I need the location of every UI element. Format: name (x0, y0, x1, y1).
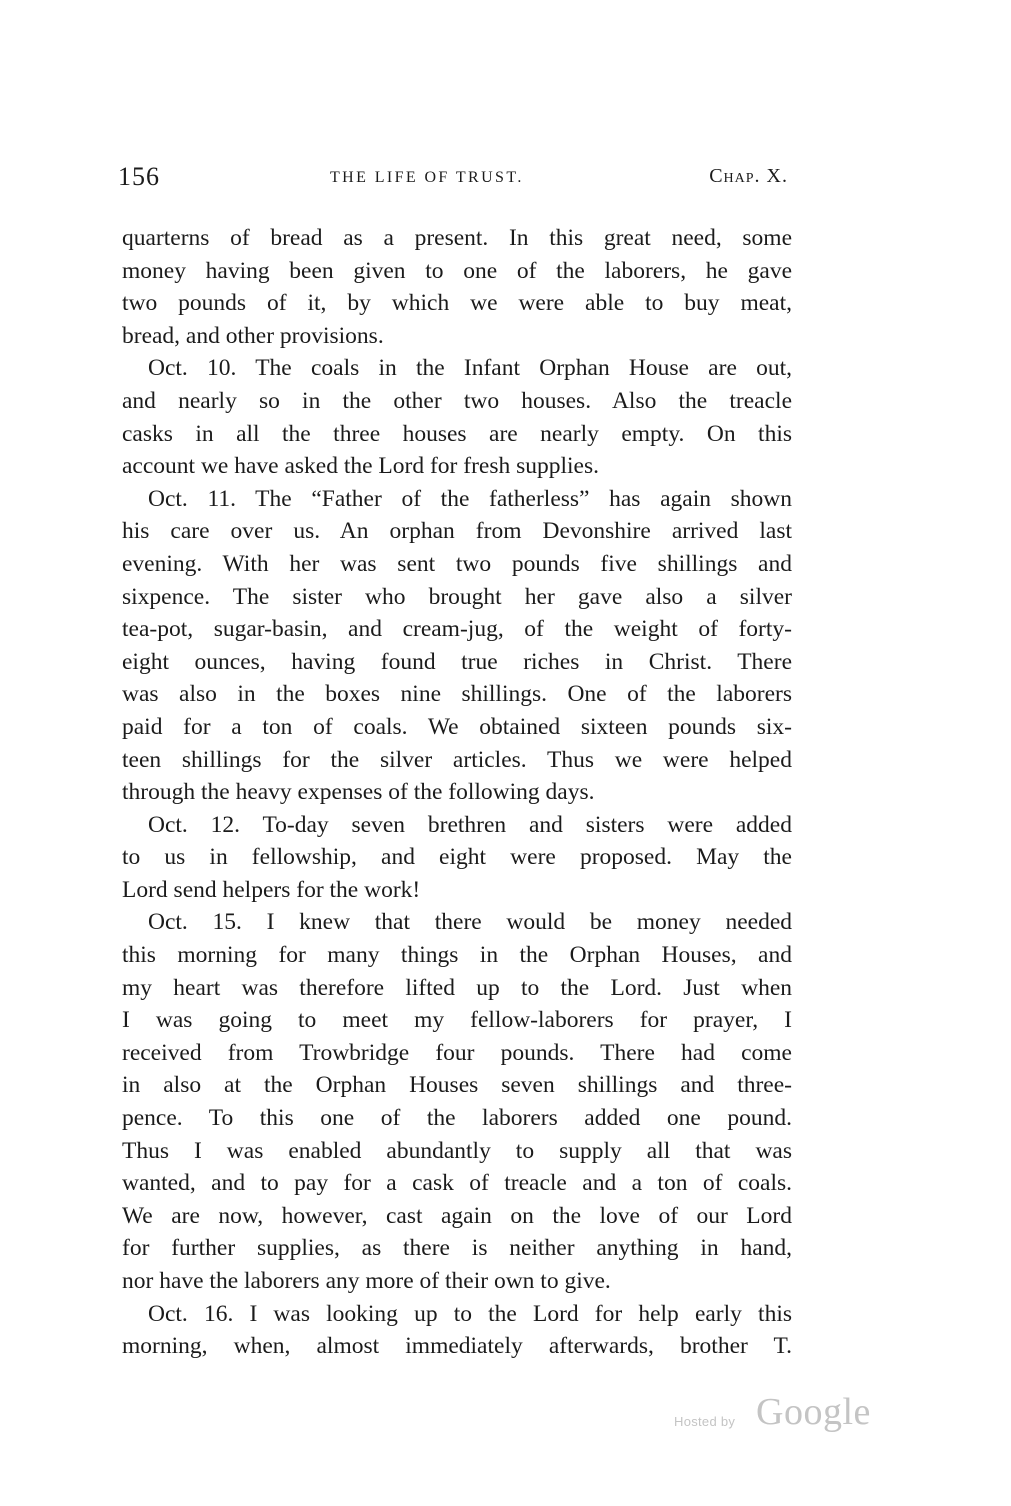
google-logo: Google (756, 1391, 871, 1433)
text-line: tea-pot, sugar-basin, and cream-jug, of the weight of forty- (122, 616, 792, 643)
text-line: nor have the laborers any more of their own to give. (122, 1268, 611, 1294)
text-line: pence. To this one of the laborers added one pound. (122, 1105, 792, 1132)
text-line: Thus I was enabled abundantly to supply all that was (122, 1137, 792, 1164)
text-line: Oct. 16. I was looking up to the Lord for help early this (148, 1300, 792, 1327)
text-line: quarterns of bread as a present. In this great need, some (122, 225, 792, 251)
text-line: evening. With her was sent two pounds five shillings and (122, 550, 792, 577)
hosted-by-google-watermark (674, 1390, 884, 1440)
chapter-label: Chap. X. (709, 165, 788, 187)
text-line: money having been given to one of the laborers, he gave (122, 257, 792, 284)
text-line: wanted, and to pay for a cask of treacle and a ton of coals. (122, 1170, 792, 1197)
text-line: and nearly so in the other two houses. Also the treacle (122, 387, 792, 414)
text-line: this morning for many things in the Orphan Houses, and (122, 942, 792, 969)
text-line: account we have asked the Lord for fresh supplies. (122, 453, 600, 480)
text-line: We are now, however, cast again on the love of our Lord (122, 1202, 792, 1229)
book-title: THE LIFE OF TRUST. (330, 169, 524, 186)
running-head (118, 162, 788, 196)
text-line: through the heavy expenses of the following days. (122, 779, 595, 806)
text-line: in also at the Orphan Houses seven shillings and three- (122, 1072, 792, 1099)
text-line: my heart was therefore lifted up to the Lord. Just when (122, 974, 792, 1001)
text-line: Oct. 12. To-day seven brethren and sisters were added (148, 811, 792, 838)
text-line: received from Trowbridge four pounds. There had come (122, 1039, 792, 1066)
text-line: sixpence. The sister who brought her gave also a silver (122, 583, 792, 610)
watermark-prefix: Hosted by (674, 1414, 736, 1429)
text-line: morning, when, almost immediately afterwards, brother T. (122, 1333, 792, 1360)
text-line: Oct. 15. I knew that there would be money needed (148, 909, 792, 936)
text-line: to us in fellowship, and eight were proposed. May the (122, 844, 792, 871)
text-line: teen shillings for the silver articles. Thus we were helped (122, 746, 792, 773)
text-line: was also in the boxes nine shillings. One of the laborers (122, 681, 792, 708)
text-line: Oct. 10. The coals in the Infant Orphan House are out, (148, 355, 792, 382)
text-line: bread, and other provisions. (122, 322, 384, 349)
body-text (122, 222, 792, 1363)
text-line: I was going to meet my fellow-laborers for prayer, I (122, 1007, 792, 1034)
text-line: his care over us. An orphan from Devonshire arrived last (122, 518, 792, 545)
text-line: for further supplies, as there is neither anything in hand, (122, 1235, 792, 1262)
text-line: paid for a ton of coals. We obtained sixteen pounds six- (122, 713, 792, 740)
page-number: 156 (118, 162, 160, 191)
text-line: Lord send helpers for the work! (122, 876, 421, 903)
text-line: two pounds of it, by which we were able to buy meat, (122, 290, 792, 317)
text-line: casks in all the three houses are nearly empty. On this (122, 420, 792, 447)
text-line: eight ounces, having found true riches in Christ. There (122, 648, 792, 675)
text-line: Oct. 11. The “Father of the fatherless” has again shown (148, 485, 792, 512)
